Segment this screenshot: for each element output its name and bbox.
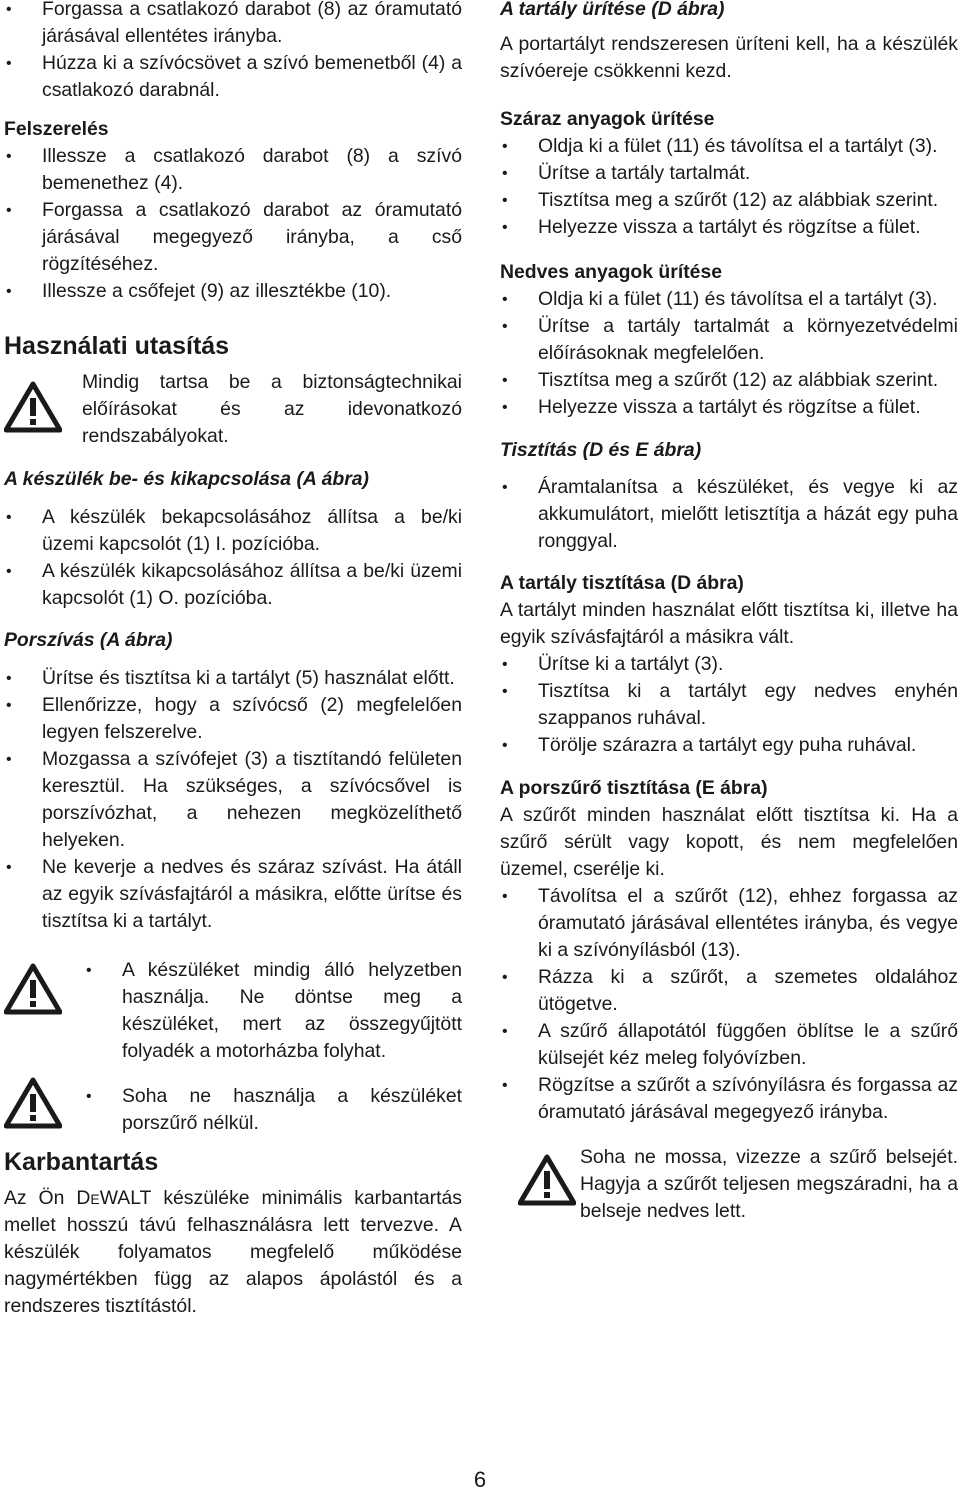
warning-icon: [518, 1154, 576, 1206]
warning-block: [4, 957, 462, 1065]
list-item: • Oldja ki a fület (11) és távolítsa el a tartályt (3).: [500, 133, 958, 160]
porszivas-list: [4, 665, 462, 935]
section-heading-tisztitas: Tisztítás (D és E ábra): [500, 439, 702, 461]
list-item: • Távolítsa el a szűrőt (12), ehhez forgassa az óramutató járásával ellentétes irányba, és vegye ki a szívónyílásból (13).: [500, 883, 958, 964]
list-item: • Tisztítsa meg a szűrőt (12) az alábbiak szerint.: [500, 187, 958, 214]
list-item: • Helyezze vissza a tartályt és rögzítse a fület.: [500, 214, 958, 241]
warning-list: [84, 1083, 462, 1137]
section-heading-felszereles: Felszerelés: [4, 118, 109, 140]
warning-icon: [4, 1077, 62, 1129]
warning-icon: [4, 963, 62, 1015]
warning-block: [500, 1144, 958, 1228]
section-heading-tartaly-tisztitas: A tartály tisztítása (D ábra): [500, 572, 744, 594]
szaraz-list: [500, 133, 958, 241]
bekapcsolas-list: [4, 504, 462, 612]
list-item: • Helyezze vissza a tartályt és rögzítse a fület.: [500, 394, 958, 421]
tartaly-tisztitas-list: [500, 651, 958, 759]
text-span: Az Ön: [4, 1187, 77, 1209]
section-heading-porszuro: A porszűrő tisztítása (E ábra): [500, 777, 768, 799]
list-item: • Forgassa a csatlakozó darabot az óramutató járásával megegyező irányba, a cső rögzítéséhez.: [4, 197, 462, 278]
list-item: • A készüléket mindig álló helyzetben használja. Ne döntse meg a készüléket, mert az összegyűjtött folyadék a motorházba folyhat.: [84, 957, 462, 1065]
list-item: • Ürítse a tartály tartalmát a környezetvédelmi előírásoknak megfelelően.: [500, 313, 958, 367]
list-item: • Forgassa a csatlakozó darabot (8) az óramutató járásával ellentétes irányba.: [4, 0, 462, 50]
section-heading-uritese: A tartály ürítése (D ábra): [500, 0, 725, 20]
section-heading-hasznalati: Használati utasítás: [4, 332, 230, 360]
list-item: • Soha ne használja a készüléket porszűrő nélkül.: [84, 1083, 462, 1137]
warning-text: Soha ne mossa, vizezze a szűrő belsejét. Hagyja a szűrőt teljesen megszáradni, ha a belseje nedves lett.: [580, 1146, 958, 1222]
page-number: 6: [473, 1467, 487, 1492]
right-column: [500, 0, 958, 1228]
list-item: • Tisztítsa ki a tartályt egy nedves enyhén szappanos ruhával.: [500, 678, 958, 732]
section-heading-nedves: Nedves anyagok ürítése: [500, 261, 723, 283]
list-item: • Ellenőrizze, hogy a szívócső (2) megfelelően legyen felszerelve.: [4, 692, 462, 746]
warning-block: [4, 369, 462, 450]
section-heading-karbantartas: Karbantartás: [4, 1148, 159, 1176]
list-item: • Mozgassa a szívófejet (3) a tisztítandó felületen keresztül. Ha szükséges, a szívócsővel is porszívózhat, a nehezen megközelíthető helyeken.: [4, 746, 462, 854]
text-span: készüléke minimális karbantartás mellet hosszú távú felhasználásra lett tervezve. A készülék folyamatos megfelelő működése nagymértékben függ az alapos ápolástól és a rendszeres tisztítástól.: [4, 1187, 462, 1317]
nedves-list: [500, 286, 958, 421]
tisztitas-list: [500, 474, 958, 555]
list-item: • Tisztítsa meg a szűrőt (12) az alábbiak szerint.: [500, 367, 958, 394]
list-item: • Ne keverje a nedves és száraz szívást. Ha átáll az egyik szívásfajtáról a másikra, előtte ürítse és tisztítsa ki a tartályt.: [4, 854, 462, 935]
list-item: • Áramtalanítsa a készüléket, és vegye ki az akkumulátort, mielőtt letisztítja a házát egy puha ronggyal.: [500, 474, 958, 555]
list-item: • Rázza ki a szűrőt, a szemetes oldalához ütögetve.: [500, 964, 958, 1018]
left-column: [4, 0, 462, 1320]
felszereles-list: [4, 143, 462, 305]
list-item: • Ürítse és tisztítsa ki a tartályt (5) használat előtt.: [4, 665, 462, 692]
section-heading-bekapcsolas: A készülék be- és kikapcsolása (A ábra): [4, 468, 370, 490]
list-item: • A készülék bekapcsolásához állítsa a be/ki üzemi kapcsolót (1) I. pozícióba.: [4, 504, 462, 558]
list-item: • Illessze a csőfejet (9) az illesztékbe (10).: [4, 278, 462, 305]
list-item: • Ürítse a tartály tartalmát.: [500, 160, 958, 187]
list-item: • Ürítse ki a tartályt (3).: [500, 651, 958, 678]
section-heading-porszivas: Porszívás (A ábra): [4, 629, 173, 651]
list-item: • Illessze a csatlakozó darabot (8) a szívó bemenethez (4).: [4, 143, 462, 197]
list-item: • A készülék kikapcsolásához állítsa a be/ki üzemi kapcsolót (1) O. pozícióba.: [4, 558, 462, 612]
porszuro-list: [500, 883, 958, 1126]
porszuro-text: A szűrőt minden használat előtt tisztítsa ki. Ha a szűrő sérült vagy kopott, és nem megfelelően üzemel, cserélje ki.: [500, 804, 958, 880]
warning-text: Mindig tartsa be a biztonságtechnikai előírásokat és az idevonatkozó rendszabályokat.: [82, 371, 462, 447]
list-item: • Törölje szárazra a tartályt egy puha ruhával.: [500, 732, 958, 759]
list-item: • Rögzítse a szűrőt a szívónyílásra és forgassa az óramutató járásával megegyező irányba.: [500, 1072, 958, 1126]
karbantartas-text: [4, 1185, 462, 1320]
brand-name: DeWALT: [76, 1187, 152, 1209]
list-item: • Húzza ki a szívócsövet a szívó bemenetből (4) a csatlakozó darabnál.: [4, 50, 462, 104]
tartaly-tisztitas-text: A tartályt minden használat előtt tisztítsa ki, illetve ha egyik szívásfajtáról a másikra vált.: [500, 599, 958, 648]
uritese-text: A portartályt rendszeresen üríteni kell, ha a készülék szívóereje csökkenni kezd.: [500, 33, 958, 82]
warning-list: [84, 957, 462, 1065]
list-item: • Oldja ki a fület (11) és távolítsa el a tartályt (3).: [500, 286, 958, 313]
section-heading-szaraz: Száraz anyagok ürítése: [500, 108, 715, 130]
list-item: • A szűrő állapotától függően öblítse le a szűrő külsejét kéz meleg folyóvízben.: [500, 1018, 958, 1072]
warning-icon: [4, 381, 62, 433]
warning-block: [4, 1083, 462, 1143]
top-bullet-list: [4, 0, 462, 104]
